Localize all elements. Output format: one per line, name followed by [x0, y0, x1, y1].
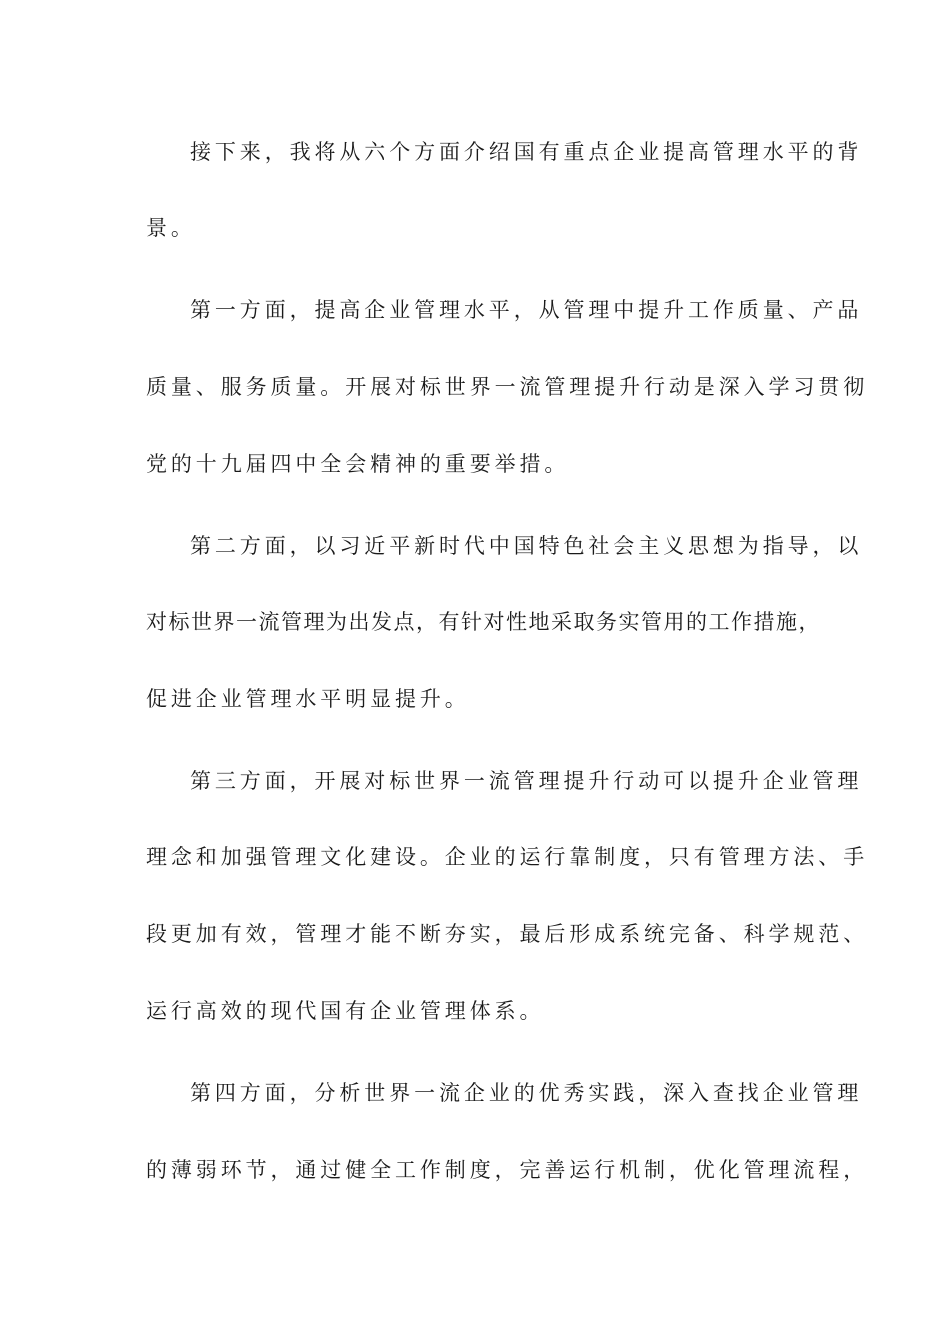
paragraph-4-line-3: 段更加有效，管理才能不断夯实，最后形成系统完备、科学规范、 [146, 922, 869, 946]
paragraph-2-line-1: 第一方面，提高企业管理水平，从管理中提升工作质量、产品 [190, 298, 863, 322]
paragraph-4-line-1: 第三方面，开展对标世界一流管理提升行动可以提升企业管理 [190, 769, 863, 793]
paragraph-3-line-2: 对标世界一流管理为出发点，有针对性地采取务实管用的工作措施， [146, 610, 821, 634]
paragraph-4-line-2: 理念和加强管理文化建设。企业的运行靠制度，只有管理方法、手 [146, 845, 869, 869]
paragraph-1-line-1: 接下来，我将从六个方面介绍国有重点企业提高管理水平的背 [190, 140, 863, 164]
paragraph-5-line-2: 的薄弱环节，通过健全工作制度，完善运行机制，优化管理流程， [146, 1158, 869, 1182]
paragraph-1-line-2: 景。 [146, 216, 196, 240]
paragraph-3-line-3: 促进企业管理水平明显提升。 [146, 687, 470, 711]
paragraph-5-line-1: 第四方面，分析世界一流企业的优秀实践，深入查找企业管理 [190, 1081, 863, 1105]
paragraph-2-line-3: 党的十九届四中全会精神的重要举措。 [146, 452, 570, 476]
paragraph-2-line-2: 质量、服务质量。开展对标世界一流管理提升行动是深入学习贯彻 [146, 375, 869, 399]
paragraph-4-line-4: 运行高效的现代国有企业管理体系。 [146, 999, 545, 1023]
paragraph-3-line-1: 第二方面，以习近平新时代中国特色社会主义思想为指导，以 [190, 534, 863, 558]
